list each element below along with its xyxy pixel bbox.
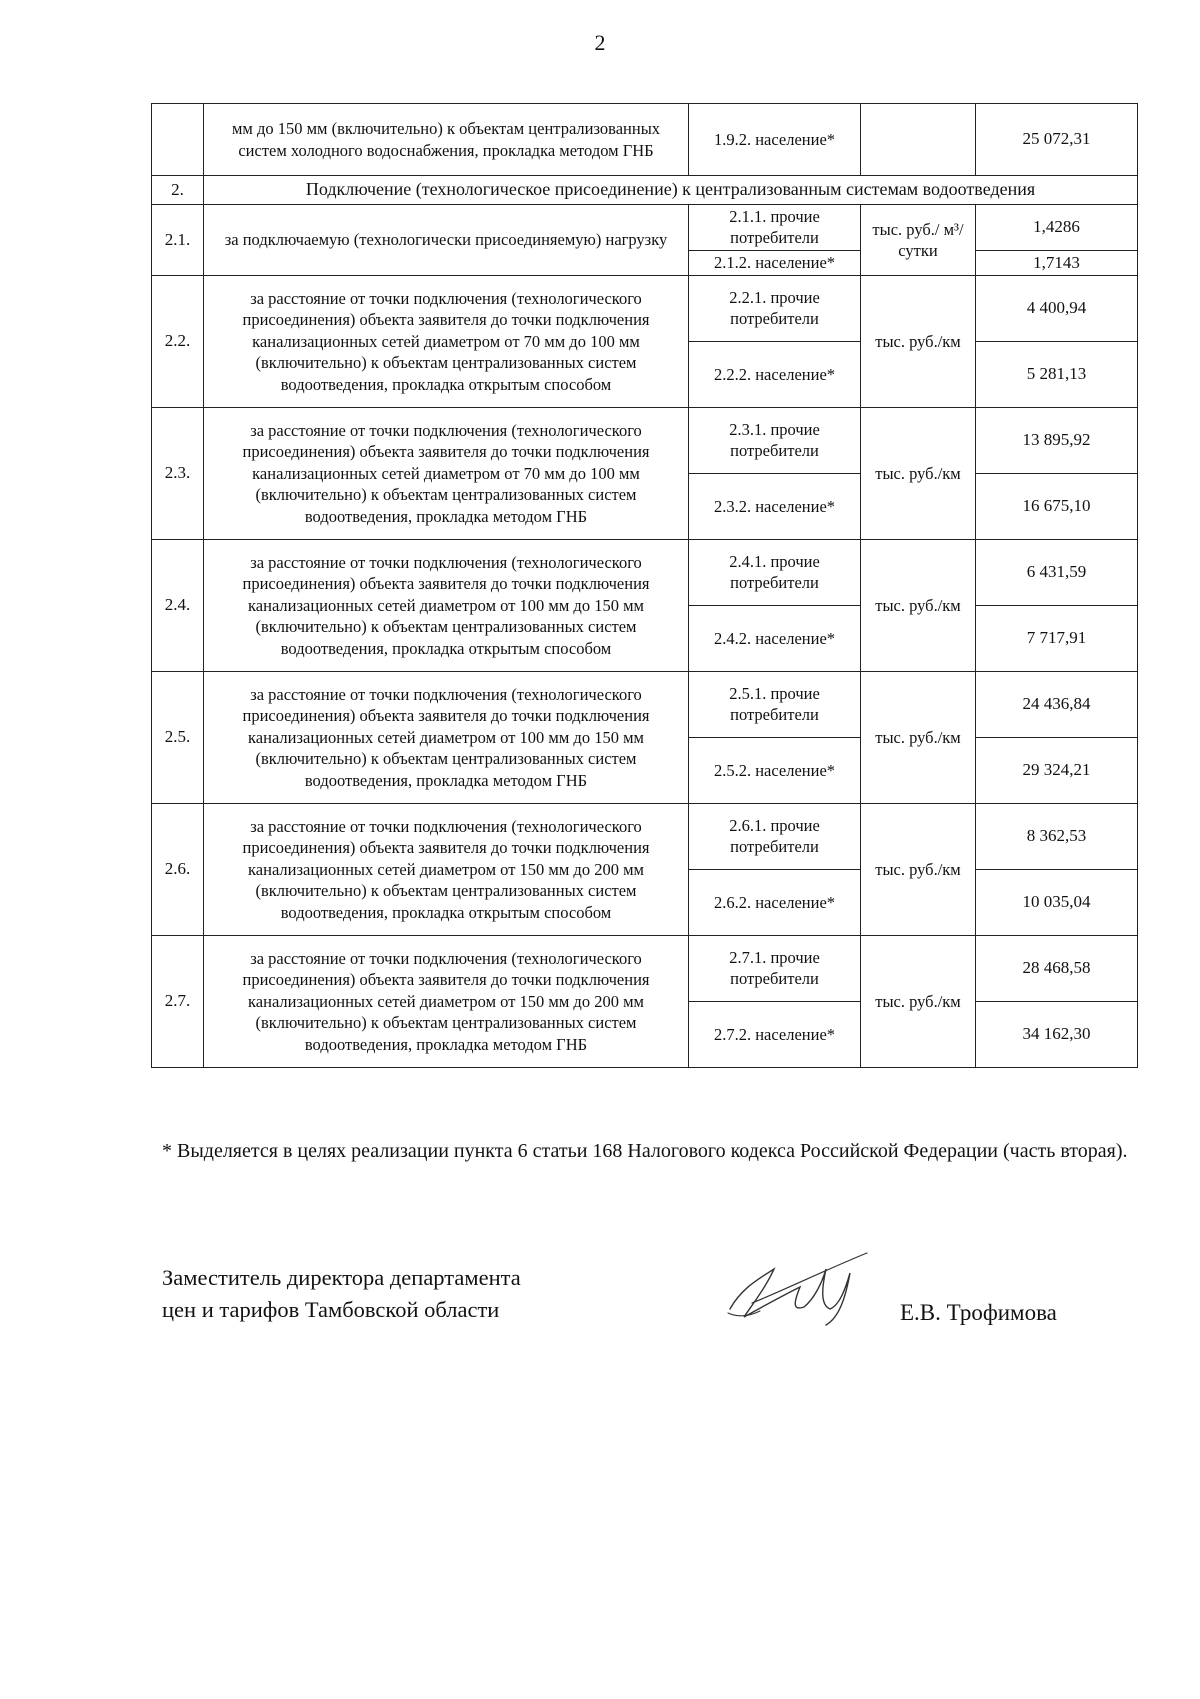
page-number: 2 (594, 30, 606, 55)
unit-cell: тыс. руб./км (861, 671, 976, 803)
table-row (152, 407, 1138, 473)
signer-title (162, 1262, 521, 1326)
tariff-value: 8 362,53 (976, 803, 1138, 869)
consumer-category: 2.7.1. прочие потребители (689, 935, 861, 1001)
tariff-value: 34 162,30 (976, 1001, 1138, 1067)
tariff-value: 1,4286 (976, 205, 1138, 251)
table-row (152, 671, 1138, 737)
signer-title-line: цен и тарифов Тамбовской области (162, 1296, 500, 1322)
unit-cell: тыс. руб./км (861, 935, 976, 1067)
unit-cell: тыс. руб./км (861, 803, 976, 935)
tariff-value: 24 436,84 (976, 671, 1138, 737)
consumer-category: 2.2.2. население* (689, 341, 861, 407)
tariff-value: 25 072,31 (976, 104, 1138, 176)
row-description: за расстояние от точки подключения (технологического присоединения) объекта заявителя до точки подключения канализационных сетей диаметром от 100 мм до 150 мм (включительно) к объектам централизованных систем водоотведения, прокладка открытым способом (204, 539, 689, 671)
unit-cell: тыс. руб./км (861, 539, 976, 671)
signer-name: Е.В. Трофимова (900, 1300, 1057, 1325)
tariff-value: 1,7143 (976, 250, 1138, 275)
consumer-category: 2.6.1. прочие потребители (689, 803, 861, 869)
table-row (152, 275, 1138, 341)
consumer-category: 1.9.2. население* (689, 104, 861, 176)
row-number: 2.5. (152, 671, 204, 803)
table-row (152, 935, 1138, 1001)
consumer-category: 2.7.2. население* (689, 1001, 861, 1067)
row-number: 2.3. (152, 407, 204, 539)
row-number: 2.1. (152, 205, 204, 276)
row-description: за расстояние от точки подключения (технологического присоединения) объекта заявителя до точки подключения канализационных сетей диаметром от 100 мм до 150 мм (включительно) к объектам централизованных систем водоотведения, прокладка методом ГНБ (204, 671, 689, 803)
row-description: за расстояние от точки подключения (технологического присоединения) объекта заявителя до точки подключения канализационных сетей диаметром от 150 мм до 200 мм (включительно) к объектам централизованных систем водоотведения, прокладка методом ГНБ (204, 935, 689, 1067)
table-row (152, 539, 1138, 605)
row-description: за расстояние от точки подключения (технологического присоединения) объекта заявителя до точки подключения канализационных сетей диаметром от 150 мм до 200 мм (включительно) к объектам централизованных систем водоотведения, прокладка открытым способом (204, 803, 689, 935)
row-description: за расстояние от точки подключения (технологического присоединения) объекта заявителя до точки подключения канализационных сетей диаметром от 70 мм до 100 мм (включительно) к объектам централизованных систем водоотведения, прокладка методом ГНБ (204, 407, 689, 539)
section-number: 2. (152, 176, 204, 205)
tariff-value: 10 035,04 (976, 869, 1138, 935)
consumer-category: 2.5.2. население* (689, 737, 861, 803)
tariff-value: 6 431,59 (976, 539, 1138, 605)
table-row (152, 104, 1138, 176)
row-number: 2.2. (152, 275, 204, 407)
consumer-category: 2.5.1. прочие потребители (689, 671, 861, 737)
row-number: 2.4. (152, 539, 204, 671)
unit-cell (861, 104, 976, 176)
table-row (152, 205, 1138, 251)
consumer-category: 2.3.2. население* (689, 473, 861, 539)
tariff-value: 29 324,21 (976, 737, 1138, 803)
handwritten-signature (722, 1247, 872, 1327)
row-description: мм до 150 мм (включительно) к объектам централизованных систем холодного водоснабжения, прокладка методом ГНБ (204, 104, 689, 176)
table-row (152, 803, 1138, 869)
tariff-value: 16 675,10 (976, 473, 1138, 539)
tariff-value: 4 400,94 (976, 275, 1138, 341)
consumer-category: 2.4.2. население* (689, 605, 861, 671)
tariff-value: 28 468,58 (976, 935, 1138, 1001)
row-number: 2.6. (152, 803, 204, 935)
consumer-category: 2.1.1. прочие потребители (689, 205, 861, 251)
consumer-category: 2.6.2. население* (689, 869, 861, 935)
consumer-category: 2.4.1. прочие потребители (689, 539, 861, 605)
tariff-value: 7 717,91 (976, 605, 1138, 671)
unit-cell: тыс. руб./ м³/сутки (861, 205, 976, 276)
row-number: 2.7. (152, 935, 204, 1067)
unit-cell: тыс. руб./км (861, 275, 976, 407)
tariff-value: 13 895,92 (976, 407, 1138, 473)
footnote: * Выделяется в целях реализации пункта 6 статьи 168 Налогового кодекса Российской Федерации (часть вторая). (162, 1140, 1128, 1162)
signer-title-line: Заместитель директора департамента (162, 1265, 521, 1290)
consumer-category: 2.3.1. прочие потребители (689, 407, 861, 473)
row-description: за расстояние от точки подключения (технологического присоединения) объекта заявителя до точки подключения канализационных сетей диаметром от 70 мм до 100 мм (включительно) к объектам централизованных систем водоотведения, прокладка открытым способом (204, 275, 689, 407)
tariff-table (151, 103, 1138, 1068)
row-description: за подключаемую (технологически присоединяемую) нагрузку (204, 205, 689, 276)
section-header-row (152, 176, 1138, 205)
unit-cell: тыс. руб./км (861, 407, 976, 539)
tariff-value: 5 281,13 (976, 341, 1138, 407)
consumer-category: 2.2.1. прочие потребители (689, 275, 861, 341)
row-number-cell (152, 104, 204, 176)
section-title: Подключение (технологическое присоединение) к централизованным системам водоотведения (204, 176, 1138, 205)
consumer-category: 2.1.2. население* (689, 250, 861, 275)
